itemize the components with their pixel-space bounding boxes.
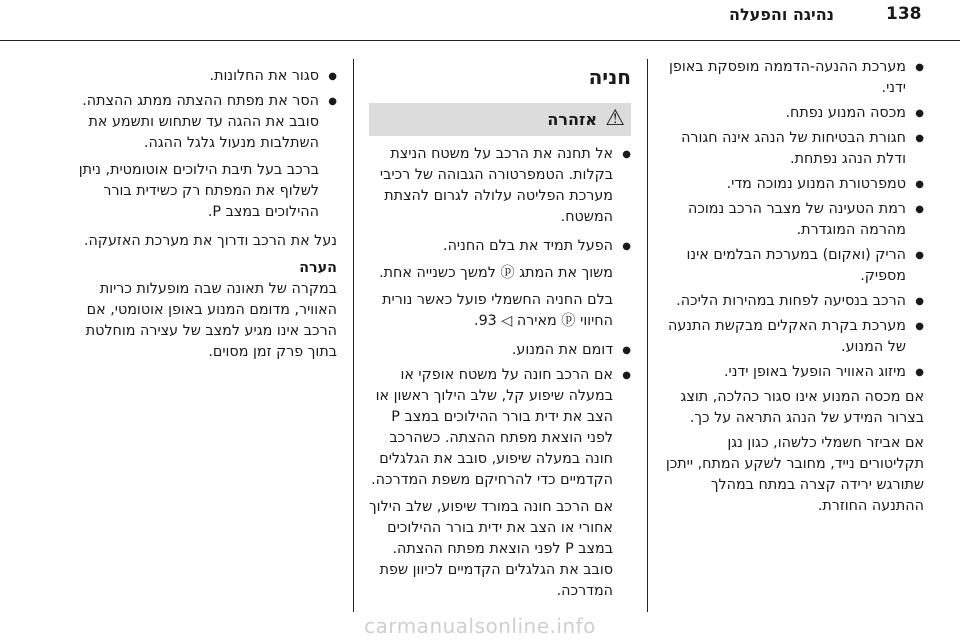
indented-paragraph: ברכב בעל תיבת הילוכים אוטומטית, ניתן לשלוף את המפתח רק כשידית בורר ההילוכים במצב P. — [78, 162, 319, 220]
list-item: ● טמפרטורת המנוע נמוכה מדי. — [662, 174, 924, 195]
list-item: ● אל תחנה את הרכב על משטח הניצת בקלות. הטמפרטורה הגבוהה של רכיבי מערכת הפליטה עלולה לגרום להצתת המשטח. — [369, 144, 631, 228]
page-number: 138 — [886, 4, 922, 24]
watermark: carmanualsonline.info — [364, 614, 596, 638]
note-text: במקרה של תאונה שבה מופעלות כריות האוויר, מדומם המנוע באופן אוטומטי, אם הרכב אינו מגיע למצב של עצירה מוחלטת בתוך פרק זמן מסוים. — [85, 281, 337, 360]
warning-triangle-icon: ⚠ — [605, 106, 625, 131]
list-item: ● סגור את החלונות. — [75, 66, 337, 87]
indented-paragraph: משוך את המתג ⓟ למשך כשנייה אחת. — [379, 265, 613, 281]
list-item: ● מיזוג האוויר הופעל באופן ידני. — [662, 362, 924, 383]
body-paragraph: אם אביזר חשמלי כלשהו, כגון נגן תקליטורים נייד, מחובר לשקע המתח, ייתכן שתורגש ירידה קצרה במתח במהלך ההתנעה החוזרת. — [665, 435, 924, 514]
list-item: ● אם הרכב חונה על משטח אופקי או במעלה שיפוע קל, שלב הילוך ראשון או הצב את ידית בורר ההילוכים במצב P לפני הוצאת מפתח ההצתה. כשהרכב חונה במעלה שיפוע, סובב את הגלגלים הקדמיים כדי להרחיקם משפת המדרכה. — [369, 365, 631, 491]
list-item: ● מכסה המנוע נפתח. — [662, 103, 924, 124]
list-item: ● מערכת בקרת האקלים מבקשת התנעה של המנוע. — [662, 316, 924, 358]
header-rule — [0, 40, 960, 41]
list-item: ● הפעל תמיד את בלם החניה. — [369, 236, 631, 257]
column-divider-left — [353, 59, 354, 612]
right-column — [662, 57, 924, 517]
middle-column — [369, 144, 631, 602]
section-title: נהיגה והפעלה — [729, 5, 834, 24]
list-item: ● חגורת הבטיחות של הנהג אינה חגורה ודלת הנהג נפתחת. — [662, 128, 924, 170]
warning-box-header — [369, 103, 631, 136]
list-item: ● דומם את המנוע. — [369, 340, 631, 361]
body-paragraph: אם מכסה המנוע אינו סגור כהלכה, תוצג בצרור המידע של הנהג התראה על כך. — [680, 389, 924, 426]
warning-label: אזהרה — [547, 110, 597, 129]
list-item: ● מערכת ההנעה-הדממה מופסקת באופן ידני. — [662, 57, 924, 99]
section-heading: חניה — [588, 65, 631, 89]
note-title: הערה — [299, 260, 337, 276]
indented-paragraph: אם הרכב חונה במורד שיפוע, שלב הילוך אחורי או הצב את ידית בורר ההילוכים במצב P לפני הוצאת מפתח ההצתה. סובב את הגלגלים הקדמיים לכיוון שפת המדרכה. — [369, 499, 613, 599]
column-divider-right — [647, 59, 648, 612]
indented-paragraph: בלם החניה החשמלי פועל כאשר נורית החיווי ⓟ מאירה ◁ 93. — [382, 292, 613, 329]
left-column — [75, 66, 337, 363]
list-item: ● רמת הטעינה של מצבר הרכב נמוכה מהרמה המוגדרת. — [662, 199, 924, 241]
list-item: ● הסר את מפתח ההצתה ממתג ההצתה. סובב את ההגה עד שתחוש ותשמע את השתלבות מנעול גלגל ההגה. — [75, 91, 337, 154]
list-item: ● הרכב בנסיעה לפחות במהירות הליכה. — [662, 291, 924, 312]
list-item: ● הריק (ואקום) במערכת הבלמים אינו מספיק. — [662, 245, 924, 287]
body-paragraph: נעל את הרכב ודרוך את מערכת האזעקה. — [83, 233, 337, 249]
